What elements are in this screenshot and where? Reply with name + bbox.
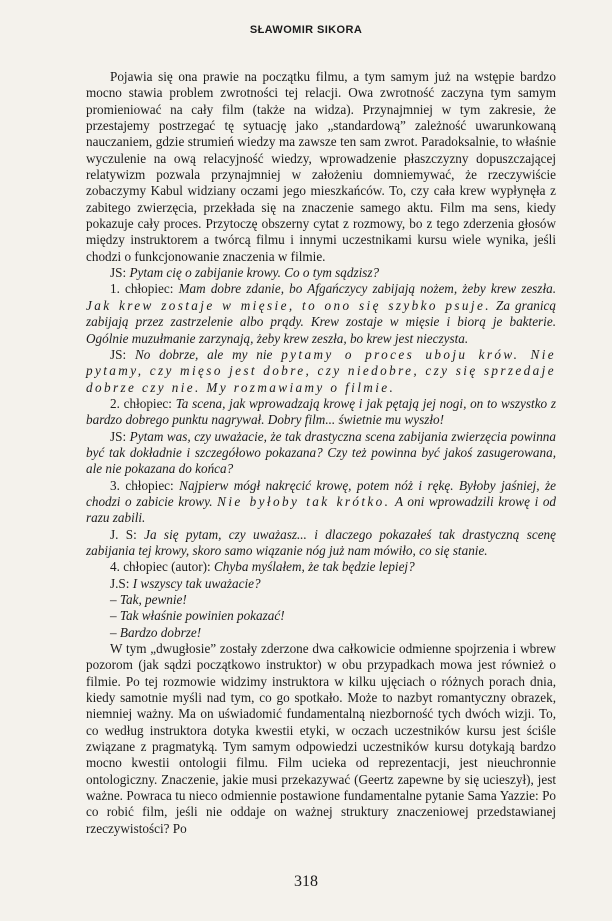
speaker-label: 2. chłopiec: [110,395,172,411]
dialogue-text: Ja się pytam, czy uważasz... i dlaczego pokazałeś tak drastyczną scenę zabijania tej krowy, skoro samo wiązanie nóg już nam mówiło, co się stanie. [86,526,557,558]
dialogue-text: Za granicą zabijają przez zastrzelenie albo prądy. Krew zostaje w mięsie i biorą je bakterie. Ogólnie muzułmanie zarzynają, żeby krew zeszła, bo krew jest nieczysta. [86,297,557,346]
dialogue-text: A oni wprowadzili krowę i od razu zabili. [86,493,557,526]
speaker-label: JS: [110,265,127,281]
speaker-label: J.S: [110,575,130,591]
dialogue-line [86,527,556,560]
dialogue-line [86,396,556,429]
dialogue-reply: – Bardzo dobrze! [110,624,202,640]
dialogue-text: Chyba myślałem, że tak będzie lepiej? [214,559,415,575]
dialogue-reply: – Tak właśnie powinien pokazać! [110,608,285,624]
dialogue-text: Mam dobre zdanie, bo Afgańczycy zabijają nożem, żeby krew zeszła. [178,281,556,297]
dialogue-line [86,559,556,575]
speaker-label: JS: [110,428,127,444]
dialogue-text-spaced: pytamy o proces uboju krów. Nie pytamy, czy mięso jest dobre, czy niedobre, czy się sprzedaje dobrze czy nie. My rozmawiamy o filmie. [86,346,557,395]
speaker-label: 1. chłopiec: [110,281,174,297]
dialogue-line [86,347,556,396]
dialogue-text: Pytam was, czy uważacie, że tak drastyczna scena zabijania zwierzęcia powinna być tak dokładnie i szczegółowo pokazana? Czy też powinna być jakoś zasugerowana, ale nie pokazana do końca? [86,428,556,477]
dialogue-line [86,281,556,346]
dialogue-text: Pytam cię o zabijanie krowy. Co o tym sądzisz? [129,265,380,281]
dialogue-text-spaced: Nie byłoby tak krótko. [217,493,391,509]
dialogue-line [86,576,556,592]
dialogue-text-spaced: Jak krew zostaje w mięsie, to ono się szybko psuje. [86,297,491,313]
dialogue-text: No dobrze, ale my nie [134,346,273,362]
speaker-label: 4. chłopiec (autor): [110,559,211,575]
dialogue-line [86,429,556,478]
dialogue-line [86,265,556,281]
dialogue-text: Ta scena, jak wprowadzają krowę i jak pętają jej nogi, on to wszystko z bardzo dobrego punktu nagrywał. Dobry film... świetnie mu wyszło! [86,395,557,428]
page-number: 318 [294,873,318,890]
main-text [86,69,556,837]
dialogue-reply: – Tak, pewnie! [110,592,187,607]
dialogue-text: I wszyscy tak uważacie? [132,575,261,591]
speaker-label: J. S: [110,526,137,542]
paragraph: Pojawia się ona prawie na początku filmu, a tym samym już na wstępie bardzo mocno stawia problem zwrotności tej relacji. Owa zwrotność zaczyna tym samym promieniować na cały film (także na widza). Przynajmniej w tym zakresie, że przestajemy postrzegać tę sytuację jako „standardową” zależność uwarunkowaną nauczaniem, gdzie strumień wiedzy ma zawsze ten sam zwrot. Paradoksalnie, to właśnie wyczulenie na ową relacyjność wiedzy, wprowadzenie płaszczyzny dopuszczającej relatywizm pozwala przynajmniej w założeniu domniemywać, że rzeczywiście zobaczymy Kabul widziany oczami jego mieszkańców. To, czy cała krew wypłynęła z zabitego zwierzęcia, przekłada się na znaczenie samego aktu. Film ma sens, kiedy pokazuje cały proces. Przytoczę obszerny cytat z rozmowy, bo z tego zderzenia głosów między instruktorem a twórcą filmu i innymi uczestnikami kursu wiele wynika, jeśli chodzi o funkcjonowanie znaczenia w filmie. [86,69,556,264]
speaker-label: JS: [110,346,127,362]
running-header: SŁAWOMIR SIKORA [249,24,363,36]
speaker-label: 3. chłopiec: [110,477,174,493]
dialogue-line [86,478,556,527]
paragraph: W tym „dwugłosie” zostały zderzone dwa całkowicie odmienne spojrzenia i wbrew pozorom (jak sądzi początkowo instruktor) w obu przypadkach mowa jest również o filmie. Po tej rozmowie widzimy instruktora w kilku ujęciach o różnych porach dnia, kiedy samotnie myśli nad tym, co go spotkało. Może to nazbyt romantyczny obrazek, niemniej ważny. Ma on uświadomić fundamentalną niezborność tych dwóch wizji. To, co według instruktora dotyka kwestii etyki, w oczach uczestników kursu jest ściśle związane z pragmatyką. Tym samym odpowiedzi uczestników kursu dotykają bardzo mocno kwestii ontologii filmu. Film ucieka od reprezentacji, jest nieuchronnie ontologiczny. Znaczenie, jakie musi przekazywać (Geertz zapewne by się ucieszył), jest ważne. Powraca tu nieco odmiennie postawione fundamentalne pytanie Sama Yazzie: Po co robić film, jeśli nie oddaje on ważnej struktury znaczeniowej przedstawianej rzeczywistości? Po [86,641,556,836]
dialogue-text: Najpierw mógł nakręcić krowę, potem nóż i rękę. Byłoby jaśniej, że chodzi o zabicie krowy. [86,477,556,509]
